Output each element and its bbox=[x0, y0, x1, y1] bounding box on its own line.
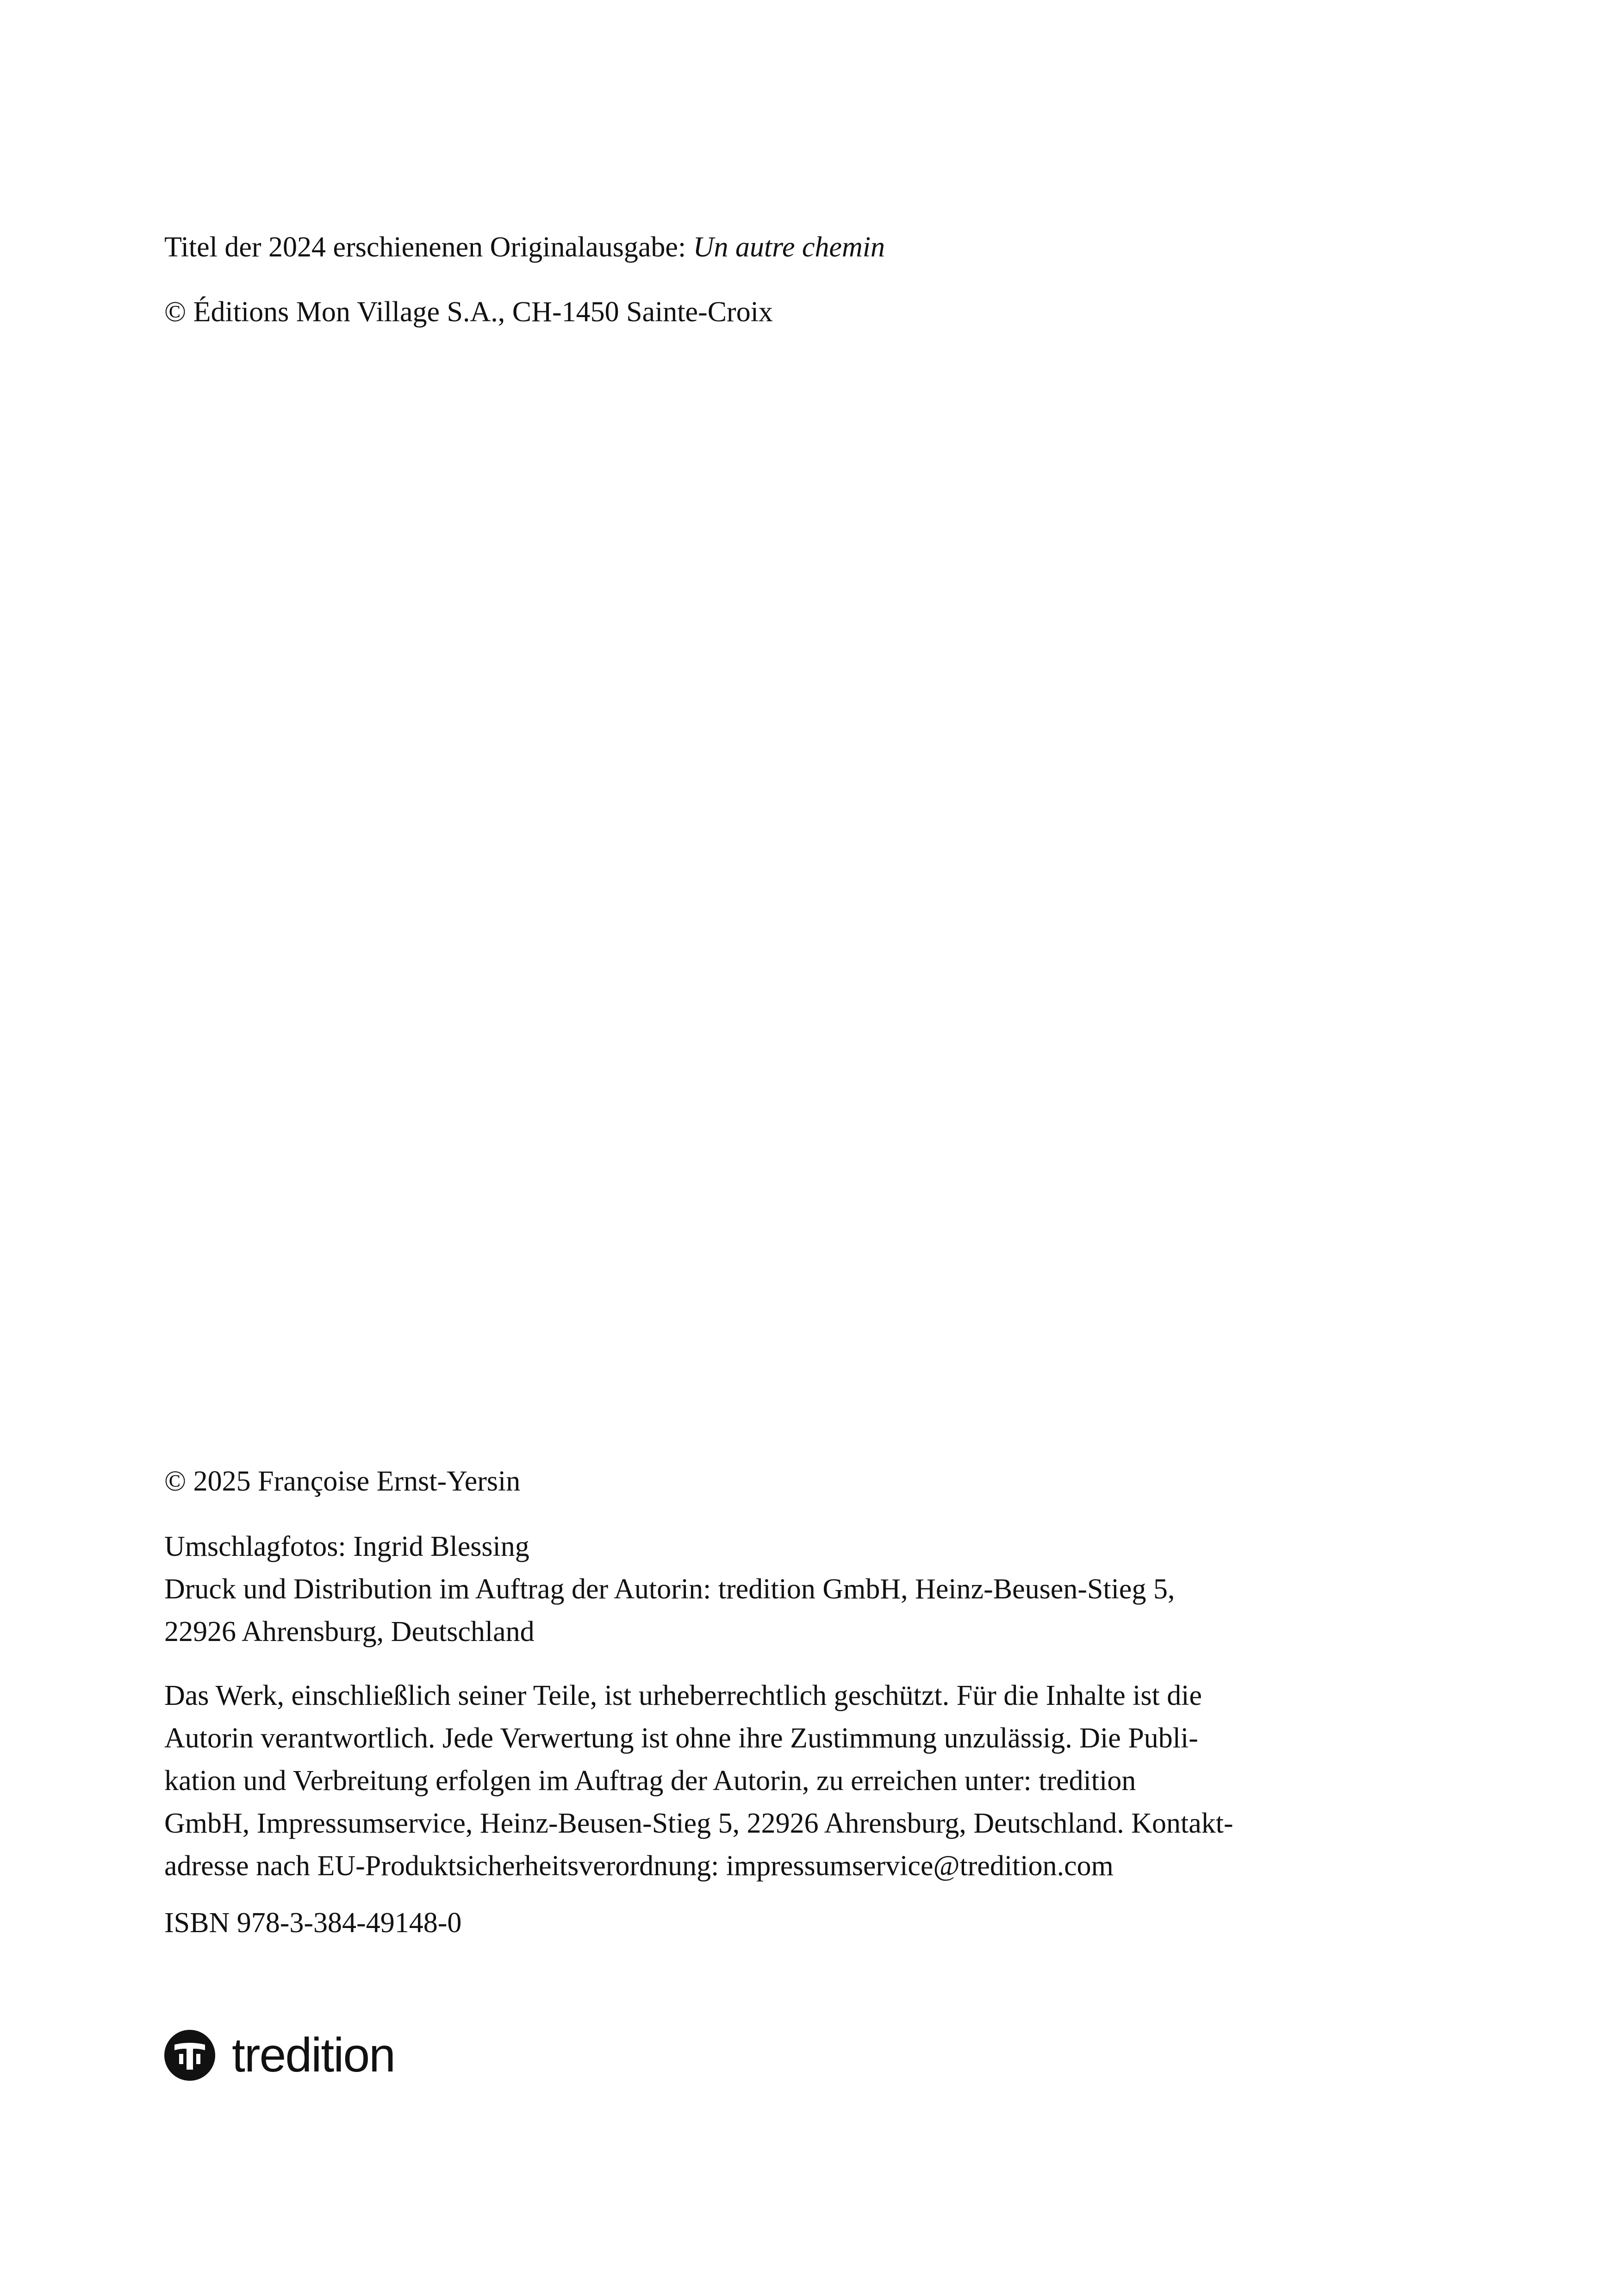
copyright-notice: © 2025 Françoise Ernst-Yersin bbox=[164, 1466, 521, 1497]
tredition-logo bbox=[164, 2030, 395, 2081]
legal-notice-line: adresse nach EU-Produktsicherheitsverordnung: impressumservice@tredition.com bbox=[164, 1850, 1114, 1882]
legal-notice-line: Das Werk, einschließlich seiner Teile, ist urheberrechtlich geschützt. Für die Inhalte ist die bbox=[164, 1680, 1202, 1711]
original-edition-prefix: Titel der 2024 erschienenen Originalausgabe: bbox=[164, 231, 693, 263]
tredition-wordmark: tredition bbox=[232, 2028, 395, 2082]
original-copyright: © Éditions Mon Village S.A., CH-1450 Sainte-Croix bbox=[164, 296, 773, 328]
print-distribution-line-1: Druck und Distribution im Auftrag der Autorin: tredition GmbH, Heinz-Beusen-Stieg 5, bbox=[164, 1573, 1175, 1605]
cover-photos-credit: Umschlagfotos: Ingrid Blessing bbox=[164, 1531, 529, 1562]
legal-notice-line: Autorin verantwortlich. Jede Verwertung ist ohne ihre Zustimmung unzulässig. Die Publi- bbox=[164, 1722, 1198, 1754]
isbn: ISBN 978-3-384-49148-0 bbox=[164, 1907, 462, 1939]
legal-notice-line: kation und Verbreitung erfolgen im Auftrag der Autorin, zu erreichen unter: tredition bbox=[164, 1765, 1136, 1797]
print-distribution-line-2: 22926 Ahrensburg, Deutschland bbox=[164, 1616, 535, 1647]
legal-notice-block bbox=[164, 1674, 1233, 1887]
tredition-logo-icon bbox=[164, 2030, 215, 2081]
credits-block bbox=[164, 1525, 1175, 1653]
original-edition-title: Un autre chemin bbox=[693, 231, 885, 263]
original-edition-line bbox=[164, 226, 885, 268]
legal-notice-line: GmbH, Impressumservice, Heinz-Beusen-Stieg 5, 22926 Ahrensburg, Deutschland. Kontakt- bbox=[164, 1808, 1233, 1839]
